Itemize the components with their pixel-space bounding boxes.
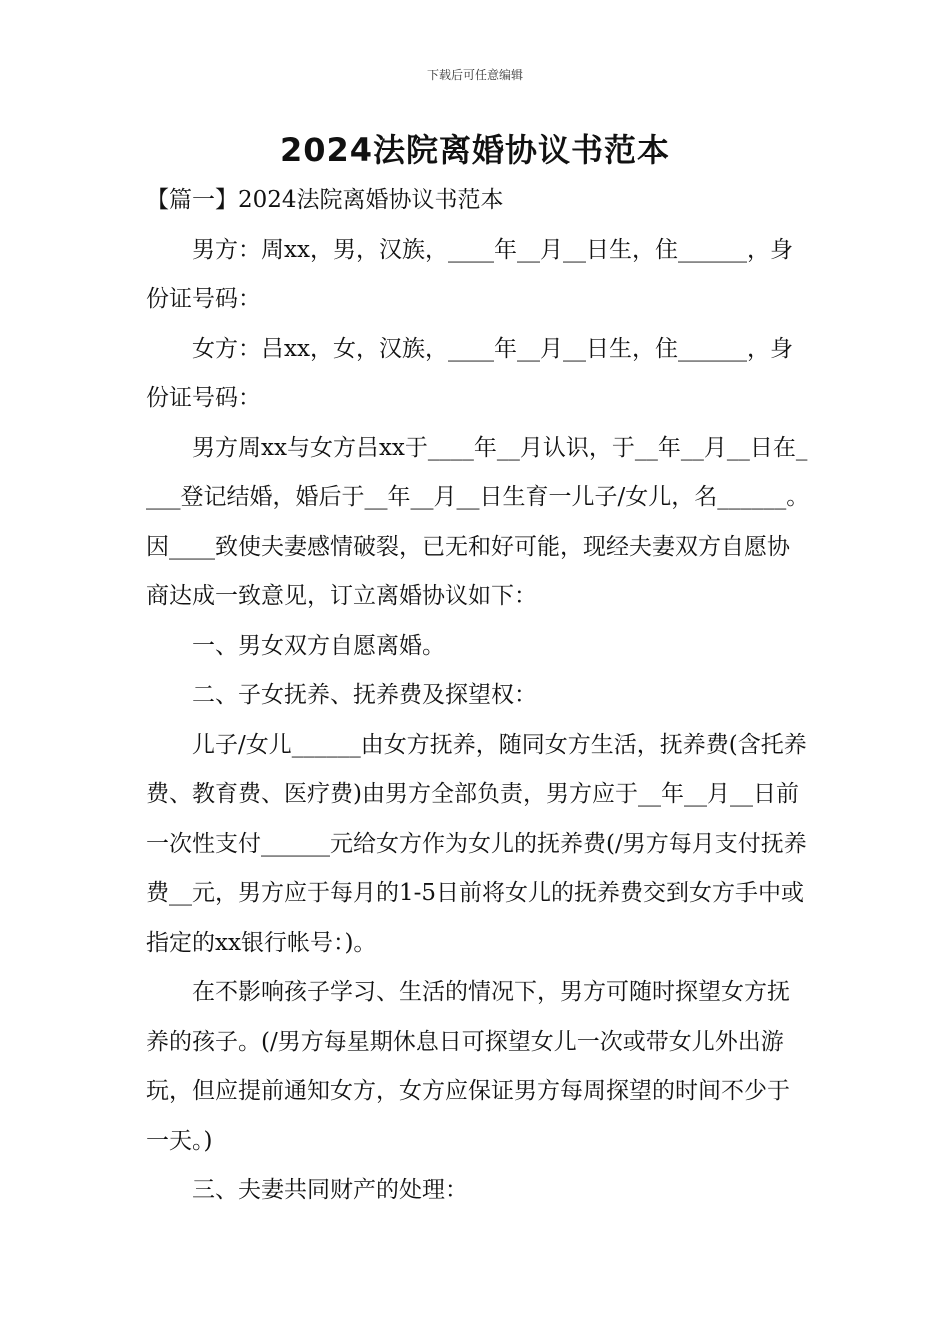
header-note: 下载后可任意编辑 [426, 68, 523, 82]
clause-2-heading: 二、子女抚养、抚养费及探望权： [192, 682, 537, 708]
clause-3-heading: 三、夫妻共同财产的处理： [192, 1177, 468, 1203]
paragraph-female-party: 女方：吕xx，女，汉族，____年__月__日生，住______，身份证号码： [146, 335, 793, 411]
document-title: 2024法院离婚协议书范本 [279, 131, 671, 169]
paragraph-background: 男方周xx与女方吕xx于____年__月认识，于__年__月__日在____登记结婚，婚后于__年__月__日生育一儿子/女儿，名______。因____致使夫妻感情破裂，已无和好可能，现经夫妻双方自愿协商达成一致意见，订立离婚协议如下： [146, 434, 810, 609]
section-heading: 【篇一】2024法院离婚协议书范本 [146, 187, 504, 213]
document-body [146, 176, 810, 1216]
clause-2-support: 儿子/女儿______由女方抚养，随同女方生活，抚养费(含托养费、教育费、医疗费)由男方全部负责，男方应于__年__月__日前一次性支付______元给女方作为女儿的抚养费(/男方每月支付抚养费__元，男方应于每月的1-5日前将女儿的抚养费交到女方手中或指定的xx银行帐号：)。 [146, 731, 807, 956]
clause-2-visitation: 在不影响孩子学习、生活的情况下，男方可随时探望女方抚养的孩子。(/男方每星期休息日可探望女儿一次或带女儿外出游玩，但应提前通知女方，女方应保证男方每周探望的时间不少于一天。) [146, 979, 790, 1154]
paragraph-male-party: 男方：周xx，男，汉族，____年__月__日生，住______，身份证号码： [146, 236, 793, 312]
clause-1: 一、男女双方自愿离婚。 [192, 632, 445, 659]
